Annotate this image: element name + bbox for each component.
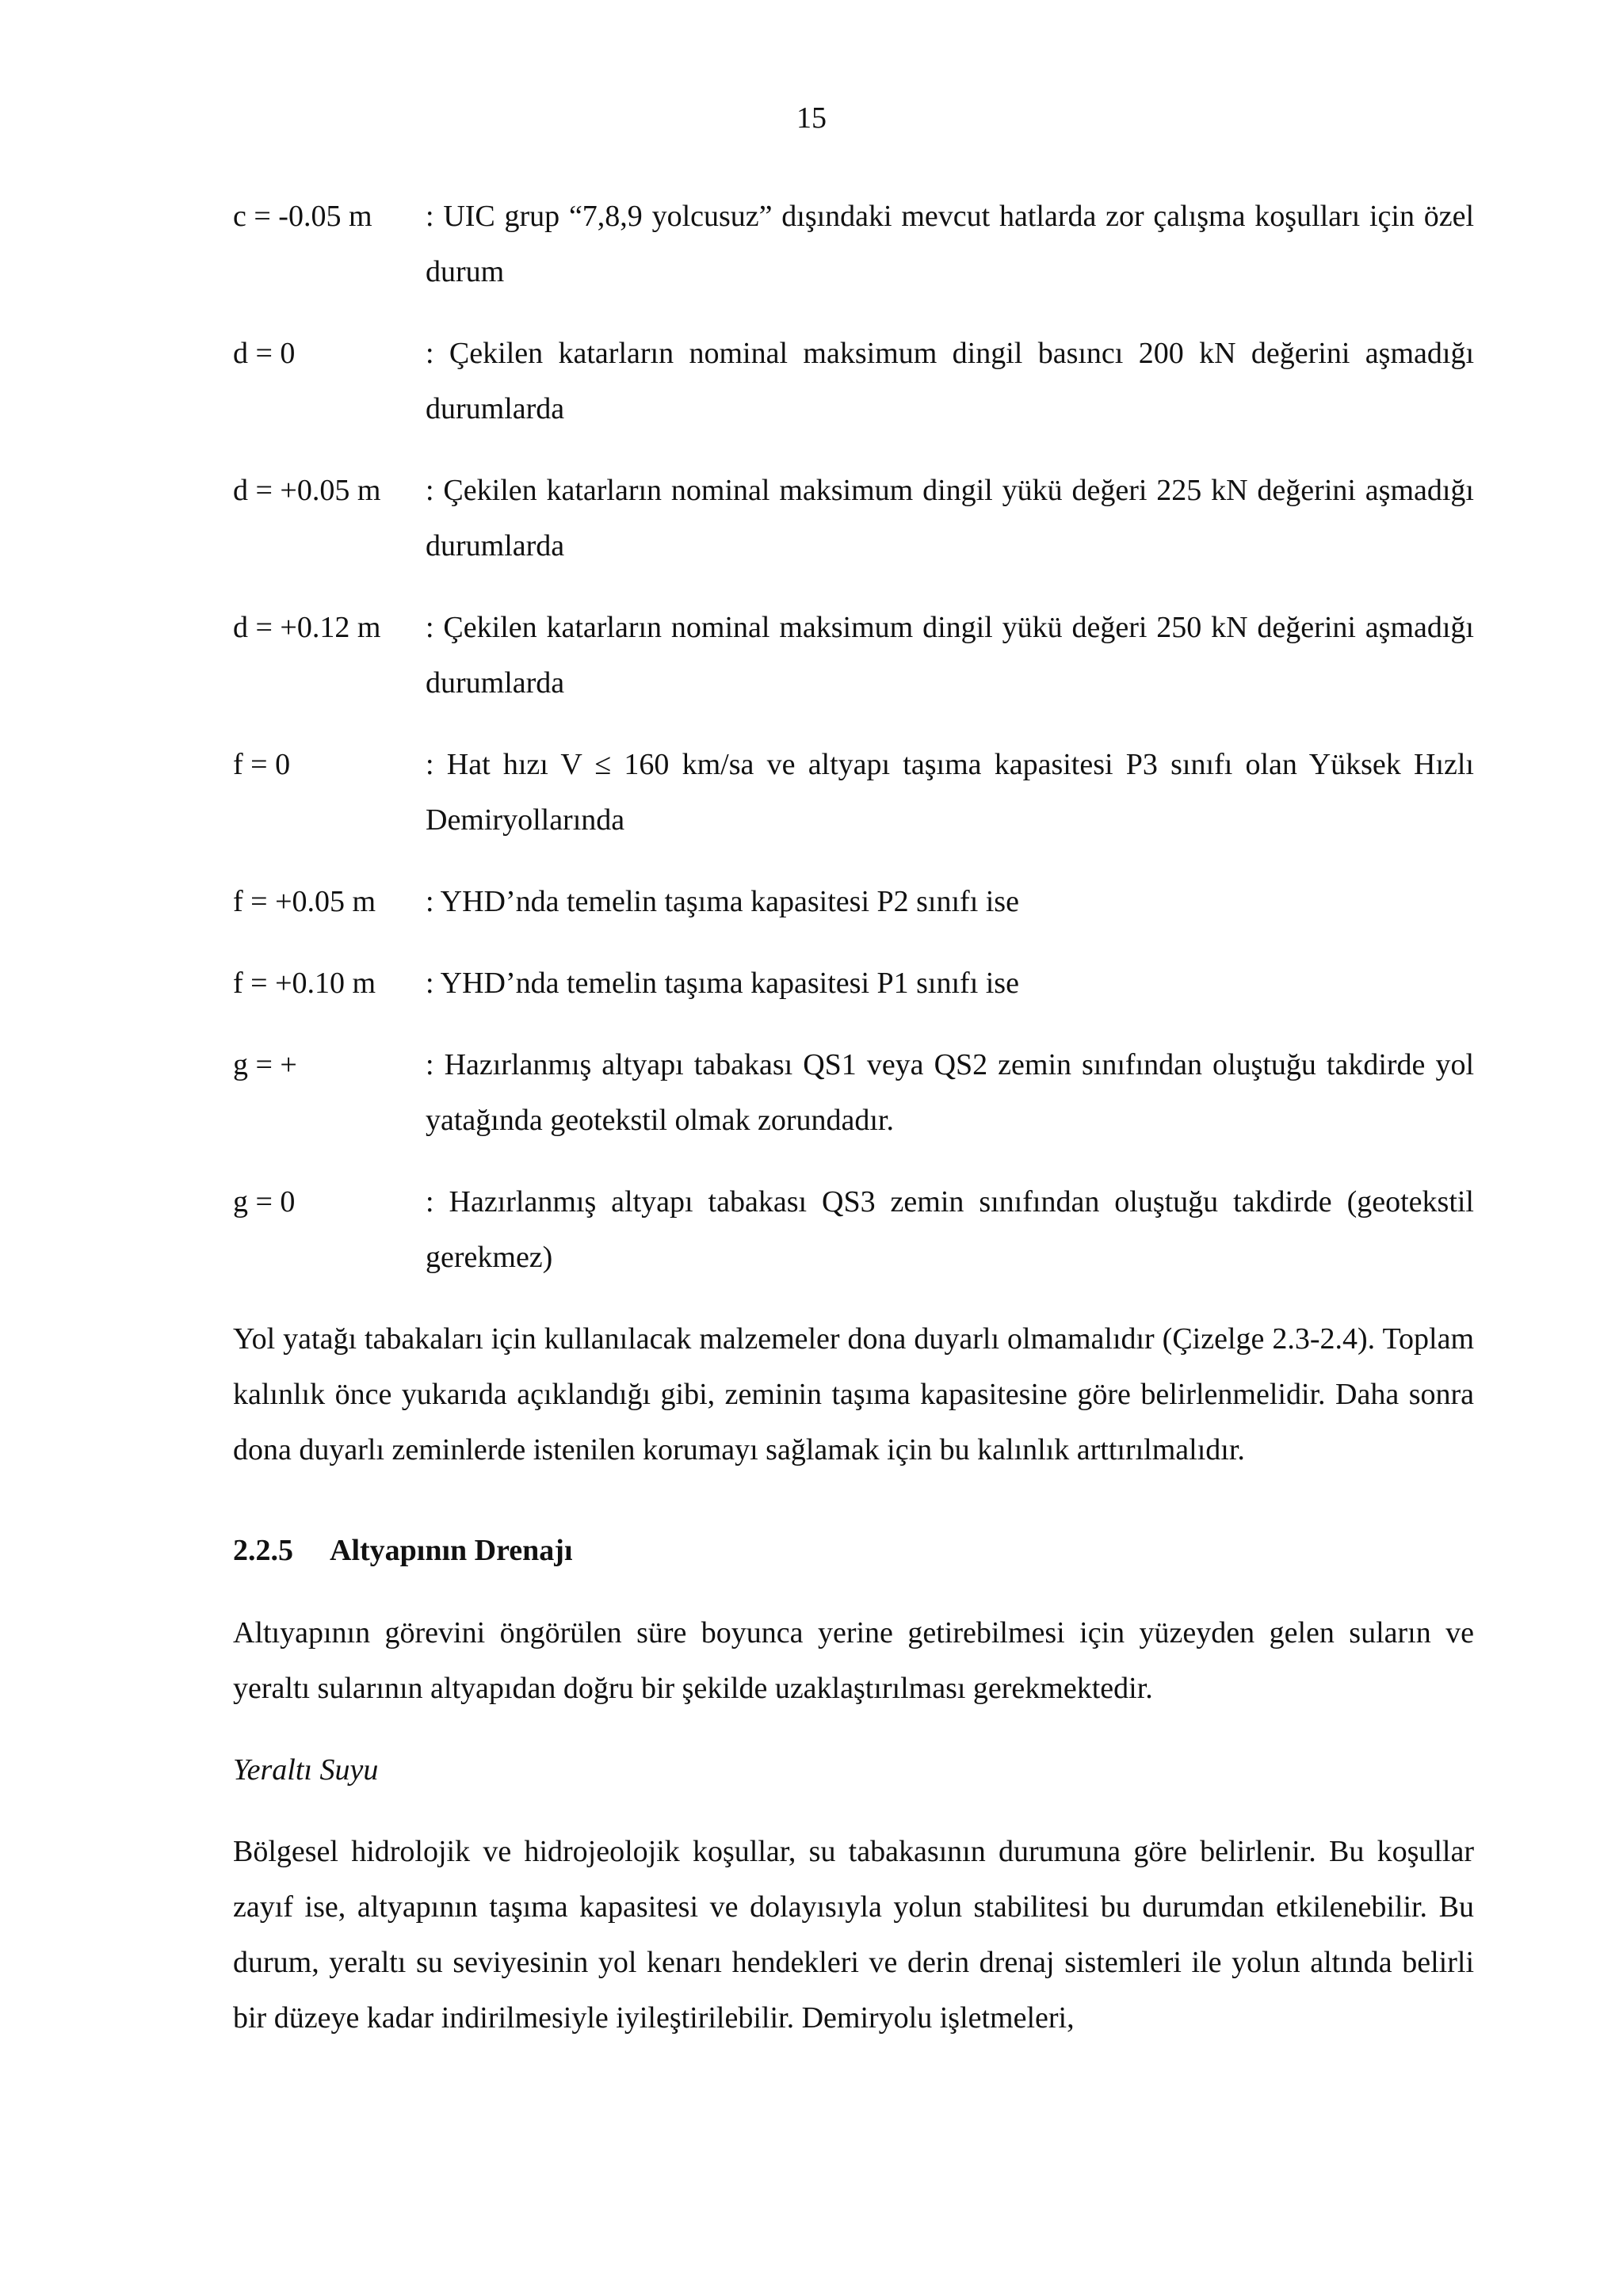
body-paragraph: Yol yatağı tabakaları için kullanılacak malzemeler dona duyarlı olmamalıdır (Çizelge 2.3-2.4). Toplam kalınlık önce yukarıda açıklandığı gibi, zeminin taşıma kapasitesine göre belirlenmelidir. Daha sonra dona duyarlı zeminlerde istenilen korumayı sağlamak için bu kalınlık arttırılmalıdır. bbox=[233, 1322, 1474, 1466]
definition-description: : YHD’nda temelin taşıma kapasitesi P1 sınıfı ise bbox=[426, 967, 1019, 1000]
definition-row bbox=[233, 600, 1474, 711]
definition-description: : Çekilen katarların nominal maksimum dingil yükü değeri 250 kN değerini aşmadığı durumlarda bbox=[426, 611, 1474, 700]
definition-row bbox=[233, 1174, 1474, 1285]
definition-description: : Hazırlanmış altyapı tabakası QS1 veya QS2 zemin sınıfından oluştuğu takdirde yol yatağında geotekstil olmak zorundadır. bbox=[426, 1048, 1474, 1137]
definition-term: g = 0 bbox=[233, 1185, 296, 1219]
definition-term: g = + bbox=[233, 1048, 297, 1081]
definition-description: : Çekilen katarların nominal maksimum dingil yükü değeri 225 kN değerini aşmadığı durumlarda bbox=[426, 474, 1474, 563]
section-title: Altyapının Drenajı bbox=[330, 1534, 573, 1567]
definition-row bbox=[233, 874, 1474, 929]
definition-description: : UIC grup “7,8,9 yolcusuz” dışındaki mevcut hatlarda zor çalışma koşulları için özel durum bbox=[426, 200, 1474, 288]
page-content bbox=[233, 189, 1474, 2046]
definition-row bbox=[233, 189, 1474, 299]
definition-term: f = +0.05 m bbox=[233, 885, 376, 918]
definition-row bbox=[233, 326, 1474, 437]
definition-row bbox=[233, 1037, 1474, 1148]
definition-row bbox=[233, 737, 1474, 848]
subheading: Yeraltı Suyu bbox=[233, 1753, 379, 1787]
definition-term: d = +0.12 m bbox=[233, 611, 381, 644]
definition-row bbox=[233, 955, 1474, 1011]
definition-description: : Hazırlanmış altyapı tabakası QS3 zemin sınıfından oluştuğu takdirde (geotekstil gerekmez) bbox=[426, 1185, 1474, 1274]
definition-list bbox=[233, 189, 1474, 1285]
definition-row bbox=[233, 463, 1474, 574]
body-paragraph: Altıyapının görevini öngörülen süre boyunca yerine getirebilmesi için yüzeyden gelen suların ve yeraltı sularının altyapıdan doğru bir şekilde uzaklaştırılması gerekmektedir. bbox=[233, 1616, 1474, 1705]
definition-description: : Çekilen katarların nominal maksimum dingil basıncı 200 kN değerini aşmadığı durumlarda bbox=[426, 337, 1474, 425]
section-heading bbox=[233, 1523, 1474, 1578]
definition-term: d = +0.05 m bbox=[233, 474, 381, 507]
definition-term: f = +0.10 m bbox=[233, 967, 376, 1000]
body-paragraph: Bölgesel hidrolojik ve hidrojeolojik koşullar, su tabakasının durumuna göre belirlenir. Bu koşullar zayıf ise, altyapının taşıma kapasitesi ve dolayısıyla yolun stabilitesi bu durumdan etkilenebilir. Bu durum, yeraltı su seviyesinin yol kenarı hendekleri ve derin drenaj sistemleri ile yolun altında belirli bir düzeye kadar indirilmesiyle iyileştirilebilir. Demiryolu işletmeleri, bbox=[233, 1835, 1474, 2035]
section-number: 2.2.5 bbox=[233, 1534, 293, 1567]
definition-term: d = 0 bbox=[233, 337, 296, 370]
definition-term: c = -0.05 m bbox=[233, 200, 372, 233]
definition-description: : YHD’nda temelin taşıma kapasitesi P2 sınıfı ise bbox=[426, 885, 1019, 918]
page-number: 15 bbox=[796, 101, 827, 135]
definition-description: : Hat hızı V ≤ 160 km/sa ve altyapı taşıma kapasitesi P3 sınıfı olan Yüksek Hızlı Demiryollarında bbox=[426, 748, 1474, 837]
definition-term: f = 0 bbox=[233, 748, 291, 781]
